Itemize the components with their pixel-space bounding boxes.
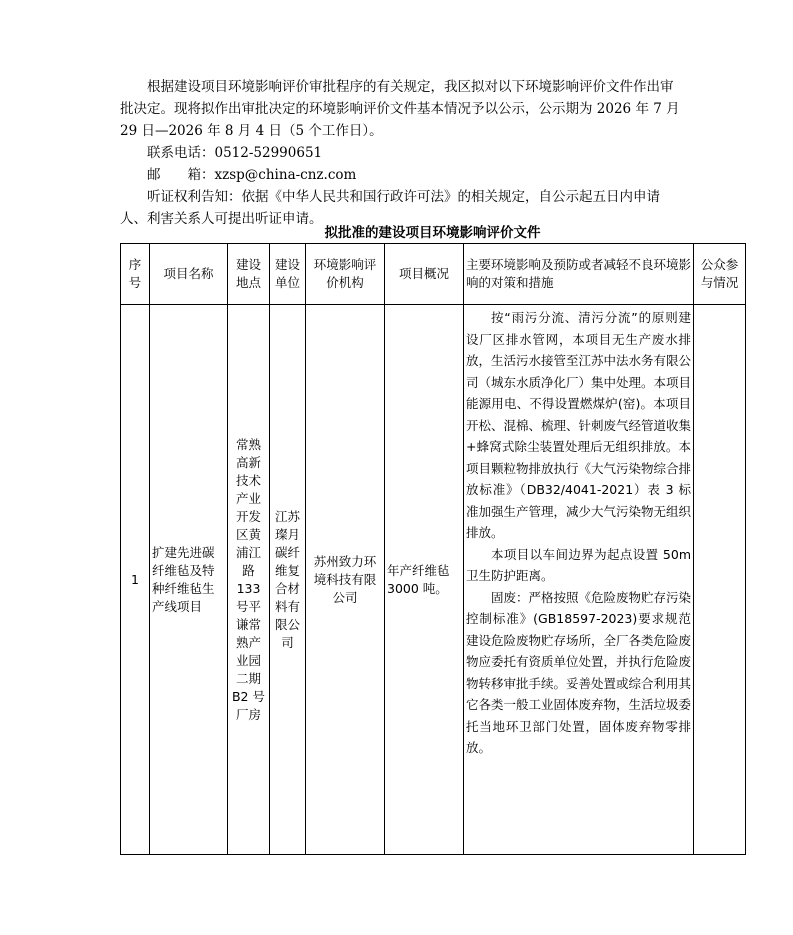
header-seq: 序号 — [121, 244, 150, 305]
measures-paragraph-protection-distance: 本项目以车间边界为起点设置 50m 卫生防护距离。 — [466, 546, 691, 583]
phone-number: 0512-52990651 — [214, 145, 323, 161]
header-name: 项目名称 — [150, 244, 228, 305]
intro-section — [120, 76, 680, 230]
header-participation: 公众参与情况 — [694, 244, 746, 305]
header-location: 建设地点 — [228, 244, 270, 305]
phone-label: 联系电话： — [147, 145, 215, 161]
measures-paragraph-water-air: 按“雨污分流、清污分流”的原则建设厂区排水管网，本项目无生产废水排放，生活污水接管至江苏中法水务有限公司（城东水质净化厂）集中处理。本项目能源用电、不得设置燃煤炉(窑)。本项目开松、混棉、梳理、针刺废气经管道收集+蜂窝式除尘装置处理后无组织排放。本项目颗粒物排放执行《大气污染物综合排放标准》（DB32/4041-2021）表 3 标准加强生产管理，减少大气污染物无组织排放。 — [466, 310, 692, 540]
email-address: xzsp@china-cnz.com — [214, 167, 357, 183]
approval-table — [120, 243, 746, 855]
cell-seq: 1 — [121, 305, 150, 855]
table-header-row — [121, 244, 746, 305]
table-row — [121, 305, 746, 855]
cell-agency: 苏州致力环境科技有限公司 — [306, 305, 385, 855]
intro-paragraph: 根据建设项目环境影响评价审批程序的有关规定，我区拟对以下环境影响评价文件作出审批决定。现将拟作出审批决定的环境影响评价文件基本情况予以公示，公示期为 2026 年 7 月 29 日—2026 年 8 月 4 日（5 个工作日）。 — [120, 79, 680, 139]
contact-phone — [120, 142, 680, 164]
header-agency: 环境影响评价机构 — [306, 244, 385, 305]
cell-unit: 江苏璨月碳纤维复合材料有限公司 — [270, 305, 306, 855]
cell-name: 扩建先进碳纤维毡及特种纤维毡生产线项目 — [150, 305, 228, 855]
header-overview: 项目概况 — [385, 244, 464, 305]
cell-participation — [694, 305, 746, 855]
hearing-notice: 听证权利告知：依据《中华人民共和国行政许可法》的相关规定，自公示起五日内申请人、利害关系人可提出听证申请。 — [120, 189, 660, 227]
table-title: 拟批准的建设项目环境影响评价文件 — [324, 225, 541, 241]
header-unit: 建设单位 — [270, 244, 306, 305]
cell-location: 常熟高新技术产业开发区黄浦江路 133 号平谦常熟产业园二期 B2 号厂房 — [228, 305, 270, 855]
contact-email — [120, 164, 680, 186]
cell-overview: 年产纤维毡 3000 吨。 — [385, 305, 464, 855]
measures-paragraph-solid-waste: 固废：严格按照《危险废物贮存污染控制标准》(GB18597-2023)要求规范建设危险废物贮存场所，全厂各类危险废物应委托有资质单位处置，并执行危险废物转移审批手续。妥善处置或综合利用其它各类一般工业固体废弃物，生活垃圾委托当地环卫部门处置，固体废弃物零排放。 — [466, 589, 692, 755]
cell-measures — [464, 305, 694, 855]
email-label: 邮 箱： — [147, 167, 215, 183]
header-measures: 主要环境影响及预防或者减轻不良环境影响的对策和措施 — [464, 244, 694, 305]
